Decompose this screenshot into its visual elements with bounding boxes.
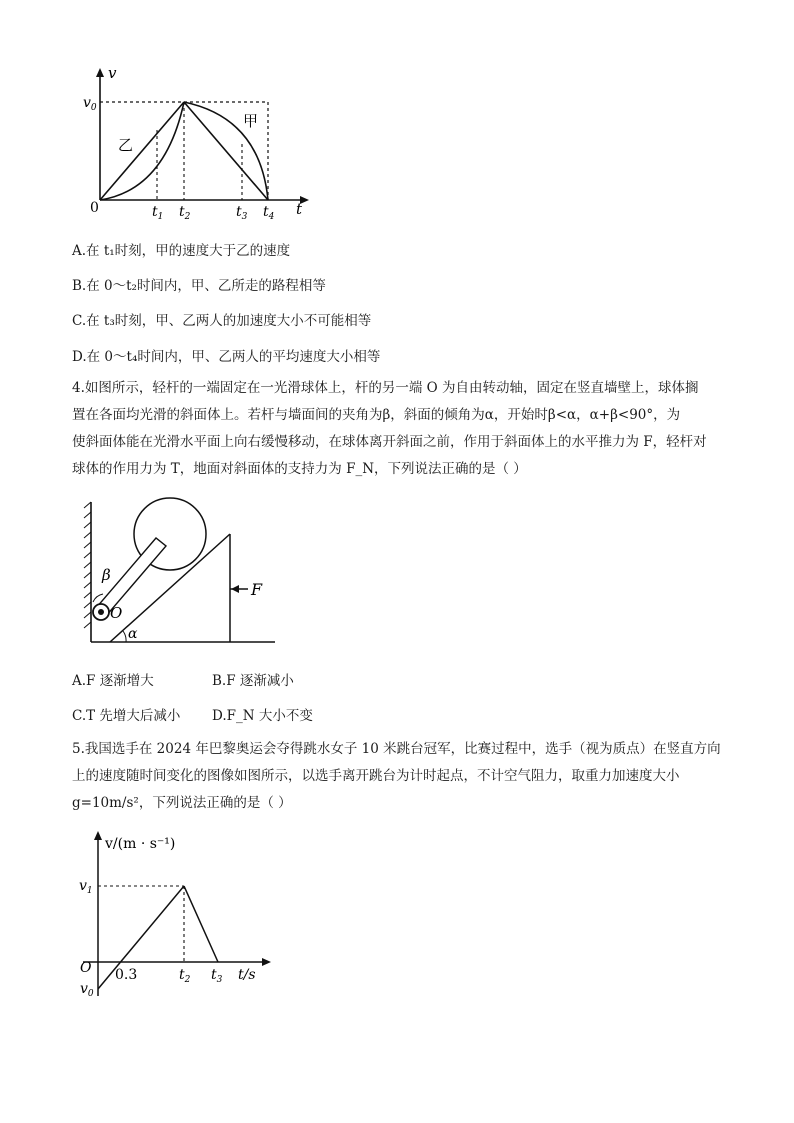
q3-option-d: D.在 0～t₄时间内，甲、乙两人的平均速度大小相等 <box>72 349 381 365</box>
t-axis-label: t/s <box>238 967 256 983</box>
tick-t4: $t_4$ <box>263 204 275 222</box>
v-axis-label: v/(m · s⁻¹) <box>105 836 176 852</box>
tick-0-3: 0.3 <box>115 967 138 983</box>
tick-t1: $t_1$ <box>152 204 164 222</box>
v-axis-label: v <box>108 64 117 82</box>
q4-stem-line1: 4.如图所示，轻杆的一端固定在一光滑球体上，杆的另一端 O 为自由转动轴，固定在竖直墙壁上，球体搁 <box>72 380 699 396</box>
q5-stem <box>72 736 722 817</box>
q3-option-c: C.在 t₃时刻，甲、乙两人的加速度大小不可能相等 <box>72 313 372 329</box>
v1-label: $v_1$ <box>79 878 93 896</box>
v0-label: $v_0$ <box>80 981 94 999</box>
q3-option-a: A.在 t₁时刻，甲的速度大于乙的速度 <box>72 243 291 259</box>
q4-stem-line4: 球体的作用力为 T，地面对斜面体的支持力为 F_N，下列说法正确的是（ ） <box>72 461 527 477</box>
curve-jia-label: 甲 <box>243 112 259 130</box>
q4-option-a: A.F 逐渐增大 <box>72 673 154 689</box>
tick-t3: $t_3$ <box>211 967 223 985</box>
q4-option-b: B.F 逐渐减小 <box>212 673 294 689</box>
curve-yi-label: 乙 <box>118 136 134 154</box>
q3-option-b: B.在 0～t₂时间内，甲、乙所走的路程相等 <box>72 278 326 294</box>
force-f-label: F <box>251 580 263 599</box>
tick-t2: $t_2$ <box>179 967 191 985</box>
v0-label: $v_0$ <box>83 95 97 113</box>
q4-stem <box>72 375 722 483</box>
origin-label: 0 <box>90 200 99 216</box>
tick-t2: $t_2$ <box>179 204 191 222</box>
pivot-o-label: O <box>110 604 123 622</box>
q4-option-c: C.T 先增大后减小 <box>72 708 181 724</box>
q5-stem-line2: 上的速度随时间变化的图像如图所示，以选手离开跳台为计时起点，不计空气阻力，取重力加速度大小 <box>72 768 680 784</box>
diver-vt-graph <box>78 826 278 1004</box>
origin-label: O <box>80 960 92 976</box>
t-axis-label: t <box>296 200 303 218</box>
ball-incline-figure <box>80 494 280 652</box>
q4-stem-line3: 使斜面体能在光滑水平面上向右缓慢移动，在球体离开斜面之前，作用于斜面体上的水平推力为 F，轻杆对 <box>72 434 707 450</box>
q4-option-d: D.F_N 大小不变 <box>212 708 313 724</box>
alpha-label: α <box>128 626 138 642</box>
q5-stem-line1: 5.我国选手在 2024 年巴黎奥运会夺得跳水女子 10 米跳台冠军，比赛过程中，选手（视为质点）在竖直方向 <box>72 741 721 757</box>
q4-stem-line2: 置在各面均光滑的斜面体上。若杆与墙面间的夹角为β，斜面的倾角为α，开始时β<α，α+β<90°，为 <box>72 407 681 423</box>
vt-graph-jia-yi <box>80 62 320 222</box>
q5-stem-line3: g=10m/s²，下列说法正确的是（ ） <box>72 795 292 811</box>
tick-t3: $t_3$ <box>236 204 248 222</box>
beta-label: β <box>102 566 111 584</box>
